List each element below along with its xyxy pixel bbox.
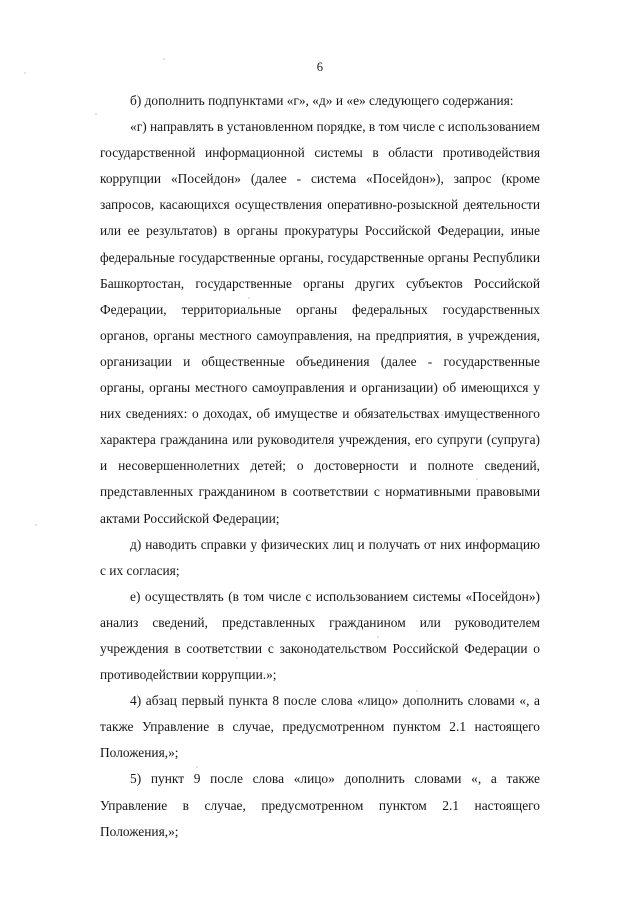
page-number: 6 <box>316 60 324 74</box>
scan-speck <box>95 113 97 115</box>
scan-speck <box>35 524 37 526</box>
paragraph-subitem-g: «г) направлять в установленном порядке, в том числе с использованием государственной информационной системы в области противодействия коррупции «Посейдон» (далее - система «Посейдон»), запрос (кроме запросов, касающихся осуществления оперативно-розыскной деятельности или ее результатов) в органы прокуратуры Российской Федерации, иные федеральные государственные органы, государственные органы Республики Башкортостан, государственные органы других субъектов Российской Федерации, территориальные органы федеральных государственных органов, органы местного самоуправления, на предприятия, в учреждения, организации и общественные объединения (далее - государственные органы, органы местного самоуправления и организации) об имеющихся у них сведениях: о доходах, об имуществе и обязательствах имущественного характера гражданина или руководителя учреждения, его супруги (супруга) и несовершеннолетних детей; о достоверности и полноте сведений, представленных гражданином в соответствии с нормативными правовыми актами Российской Федерации; <box>100 119 540 526</box>
paragraph-item-4: 4) абзац первый пункта 8 после слова «лицо» дополнить словами «, а также Управление в случае, предусмотренном пунктом 2.1 настоящего Положения,»; <box>100 693 540 761</box>
paragraph-b: б) дополнить подпунктами «г», «д» и «е» следующего содержания: <box>130 93 514 108</box>
paragraph-item-5: 5) пункт 9 после слова «лицо» дополнить словами «, а также Управление в случае, предусмотренном пунктом 2.1 настоящего Положения,»; <box>100 771 540 839</box>
paragraph-subitem-d: д) наводить справки у физических лиц и получать от них информацию с их согласия; <box>100 536 540 578</box>
paragraph-subitem-e: е) осуществлять (в том числе с использованием системы «Посейдон») анализ сведений, представленных гражданином или руководителем учреждения в соответствии с законодательством Российской Федерации о противодействии коррупции.»; <box>100 588 540 683</box>
document-body <box>100 88 540 845</box>
